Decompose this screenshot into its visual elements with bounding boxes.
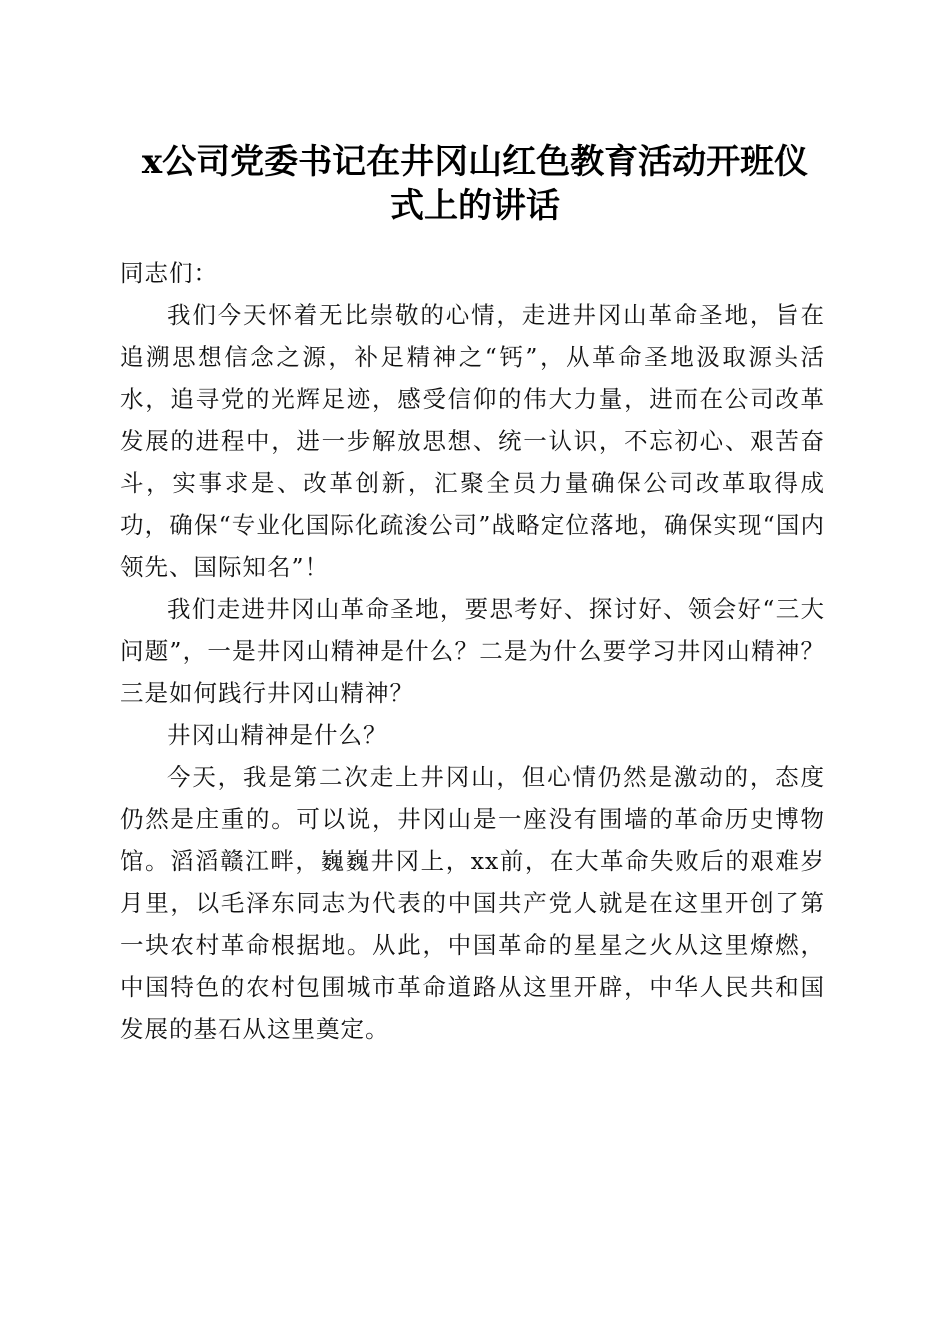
document-body xyxy=(120,252,825,1050)
title-line-2: 式上的讲话 xyxy=(390,186,560,226)
paragraph-3: 今天，我是第二次走上井冈山，但心情仍然是激动的，态度仍然是庄重的。可以说，井冈山是一座没有围墙的革命历史博物馆。滔滔赣江畔，巍巍井冈上，xx前，在大革命失败后的艰难岁月里，以毛泽东同志为代表的中国共产党人就是在这里开创了第一块农村革命根据地。从此，中国革命的星星之火从这里燎燃，中国特色的农村包围城市革命道路从这里开辟，中华人民共和国发展的基石从这里奠定。 xyxy=(120,763,825,1043)
paragraph-2: 我们走进井冈山革命圣地，要思考好、探讨好、领会好“三大问题”，一是井冈山精神是什么？二是为什么要学习井冈山精神？三是如何践行井冈山精神？ xyxy=(120,595,825,707)
section-heading: 井冈山精神是什么？ xyxy=(167,721,388,749)
paragraph-1: 我们今天怀着无比崇敬的心情，走进井冈山革命圣地，旨在追溯思想信念之源，补足精神之“钙”，从革命圣地汲取源头活水，追寻党的光辉足迹，感受信仰的伟大力量，进而在公司改革发展的进程中，进一步解放思想、统一认识，不忘初心、艰苦奋斗，实事求是、改革创新，汇聚全员力量确保公司改革取得成功，确保“专业化国际化疏浚公司”战略定位落地，确保实现“国内领先、国际知名”！ xyxy=(120,301,825,581)
title-line-1: x公司党委书记在井冈山红色教育活动开班仪 xyxy=(141,142,809,182)
document-title xyxy=(110,140,840,228)
salutation: 同志们： xyxy=(120,259,218,287)
